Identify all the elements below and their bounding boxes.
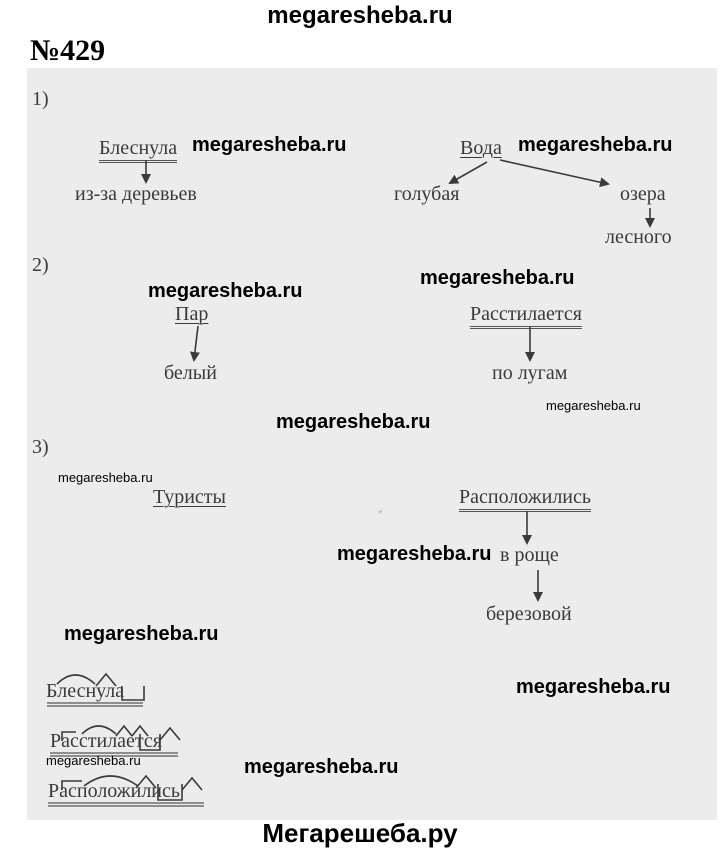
watermark: megaresheba.ru	[337, 543, 492, 565]
watermark: megaresheba.ru	[518, 134, 673, 156]
dependent-word: из-за деревьев	[75, 183, 197, 205]
predicate-word: Блеснула	[99, 137, 177, 163]
section-label-1: 1)	[32, 88, 49, 110]
watermark: megaresheba.ru	[516, 676, 671, 698]
watermark: megaresheba.ru	[46, 753, 141, 768]
prefix-mark	[62, 781, 82, 790]
root-arc-mark	[82, 726, 116, 734]
ending-box-mark	[158, 784, 182, 800]
site-header: megaresheba.ru	[267, 2, 453, 29]
predicate-word: Расположились	[459, 486, 591, 512]
suffix-mark	[136, 776, 156, 788]
problem-number: №429	[30, 34, 106, 67]
suffix-mark	[96, 674, 116, 686]
watermark: megaresheba.ru	[420, 267, 575, 289]
dependent-word: озера	[620, 183, 666, 205]
watermark: megaresheba.ru	[58, 470, 153, 485]
ending-box-mark	[140, 734, 160, 750]
section-label-3: 3)	[32, 436, 49, 458]
morpheme-word: Расстилается	[50, 730, 162, 752]
postfix-mark	[160, 728, 180, 740]
root-arc-mark	[84, 776, 138, 786]
arrow	[450, 162, 487, 183]
dependent-word: в роще	[500, 544, 559, 566]
dependent-word: березовой	[486, 603, 572, 625]
subject-word: Туристы	[153, 486, 226, 508]
ending-box-mark	[122, 686, 144, 700]
watermark: megaresheba.ru	[244, 756, 399, 778]
watermark: megaresheba.ru	[192, 134, 347, 156]
watermark: megaresheba.ru	[276, 411, 431, 433]
arrow	[500, 160, 608, 184]
predicate-word: Расстилается	[470, 303, 582, 329]
morpheme-word: Блеснула	[46, 680, 125, 702]
root-arc-mark	[57, 675, 95, 684]
prefix-mark	[62, 732, 76, 741]
dependent-word: голубая	[394, 183, 460, 205]
suffix-mark	[116, 726, 132, 736]
scan-speck: *	[378, 507, 383, 521]
subject-word: Пар	[175, 303, 209, 325]
arrow	[194, 326, 198, 360]
watermark: megaresheba.ru	[546, 398, 641, 413]
watermark: megaresheba.ru	[148, 280, 303, 302]
postfix-mark	[182, 778, 202, 790]
dependent-word: лесного	[605, 226, 672, 248]
dependent-word: по лугам	[492, 362, 568, 384]
subject-word: Вода	[460, 137, 502, 159]
section-label-2: 2)	[32, 254, 49, 276]
dependent-word: белый	[164, 362, 217, 384]
watermark: megaresheba.ru	[64, 623, 219, 645]
morpheme-word: Расположились	[48, 780, 181, 802]
site-footer: Мегарешеба.ру	[262, 818, 458, 848]
